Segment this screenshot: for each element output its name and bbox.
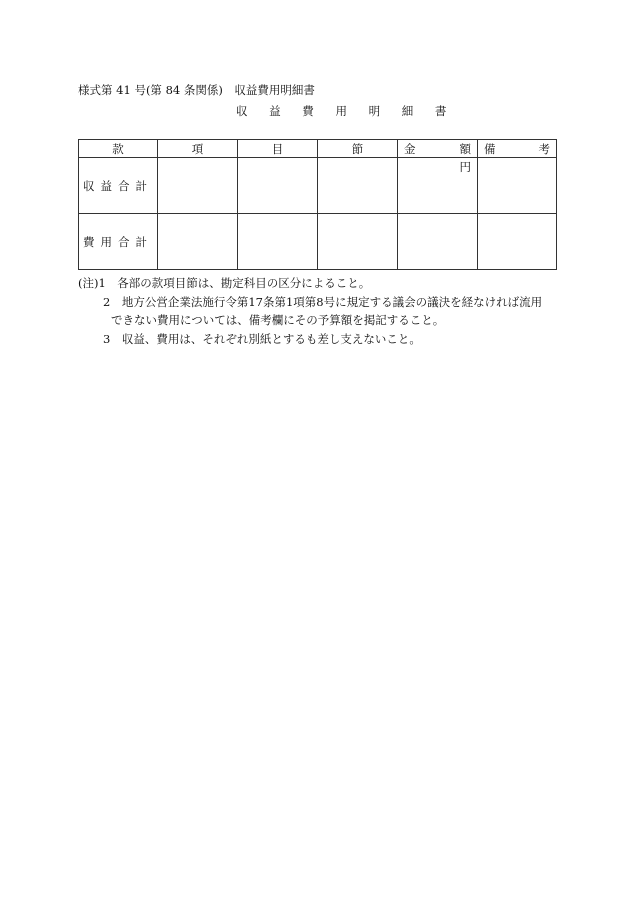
form-number-label: 様式第 41 号(第 84 条関係) 収益費用明細書 (78, 83, 315, 97)
column-header-remarks-right: 考 (538, 141, 550, 156)
row-label-revenue-total: 収益合計 (79, 158, 158, 214)
cell-setsu (318, 158, 398, 214)
cell-moku (238, 158, 318, 214)
cell-remarks (478, 158, 557, 214)
note-2: 2 地方公営企業法施行令第17条第1項第8号に規定する議会の議決を経なければ流用 (103, 294, 543, 309)
column-header-kan: 款 (79, 140, 158, 158)
table-header-row (79, 140, 557, 158)
table-row (79, 158, 557, 214)
cell-kou (158, 158, 238, 214)
cell-kou (158, 214, 238, 270)
note-2-continuation: できない費用については、備考欄にその予算額を掲記すること。 (111, 313, 445, 327)
note-1: (注)1 各部の款項目節は、勘定科目の区分によること。 (78, 276, 371, 290)
unit-yen: 円 (459, 160, 471, 174)
column-header-amount (398, 140, 478, 158)
column-header-amount-right: 額 (459, 141, 471, 156)
cell-moku (238, 214, 318, 270)
column-header-remarks-left: 備 (484, 141, 496, 156)
cell-remarks (478, 214, 557, 270)
cell-amount (398, 158, 478, 214)
note-3: 3 収益、費用は、それぞれ別紙とするも差し支えないこと。 (103, 331, 421, 346)
document-title: 収 益 費 用 明 細 書 (236, 104, 456, 118)
table-row (79, 214, 557, 270)
column-header-amount-left: 金 (404, 141, 416, 156)
column-header-moku: 目 (238, 140, 318, 158)
row-label-expense-total: 費用合計 (79, 214, 158, 270)
notes-section (78, 274, 568, 348)
column-header-setsu: 節 (318, 140, 398, 158)
cell-setsu (318, 214, 398, 270)
column-header-kou: 項 (158, 140, 238, 158)
statement-table (78, 139, 557, 270)
column-header-remarks (478, 140, 557, 158)
cell-amount (398, 214, 478, 270)
